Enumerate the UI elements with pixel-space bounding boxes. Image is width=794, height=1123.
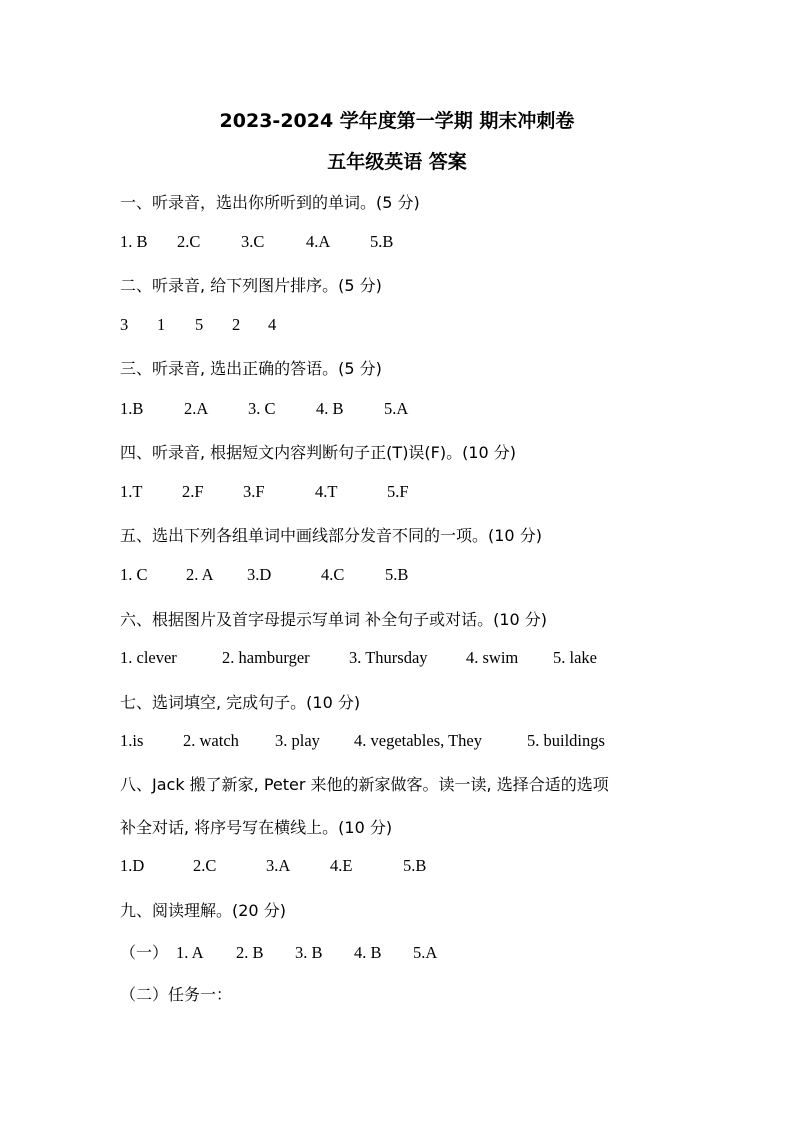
answer: 3.C	[241, 232, 265, 251]
answer: 4. vegetables, They	[354, 731, 482, 750]
answer: 5. buildings	[527, 731, 605, 750]
answer: 4.E	[330, 856, 353, 875]
answer: 1.B	[120, 399, 144, 418]
question-8: 八、Jack 搬了新家, Peter 来他的新家做客。读一读, 选择合适的选项	[120, 775, 609, 794]
answer: 5	[195, 315, 204, 334]
question-9: 九、阅读理解。(20 分)	[120, 901, 286, 920]
answers-1	[120, 232, 393, 252]
question-3: 三、听录音, 选出正确的答语。(5 分)	[120, 359, 382, 378]
sub-section-2-label: （二）任务一：	[120, 985, 233, 1004]
answers-8	[120, 856, 426, 876]
answer: 3. C	[248, 399, 276, 418]
answer: 2.A	[184, 399, 209, 418]
question-5: 五、选出下列各组单词中画线部分发音不同的一项。(10 分)	[120, 526, 542, 545]
answer: 5.F	[387, 482, 409, 501]
answer: 1	[157, 315, 166, 334]
question-8-continued: 补全对话, 将序号写在横线上。(10 分)	[120, 818, 393, 837]
answer: 2. watch	[183, 731, 239, 750]
answer: 4.C	[321, 565, 345, 584]
answer: 5.B	[370, 232, 394, 251]
question-6: 六、根据图片及首字母提示写单词 补全句子或对话。(10 分)	[120, 610, 548, 629]
answer: 1.D	[120, 856, 145, 875]
answer: 2.C	[193, 856, 217, 875]
answer: 4. B	[354, 943, 382, 962]
answers-9-part-1	[120, 940, 437, 963]
question-4: 四、听录音, 根据短文内容判断句子正(T)误(F)。(10 分)	[120, 443, 517, 462]
answers-2	[120, 315, 276, 335]
answer: 3.F	[243, 482, 265, 501]
answer: 5.A	[384, 399, 409, 418]
answer: 1.T	[120, 482, 143, 501]
answer: 2. hamburger	[222, 648, 310, 667]
answer: 5.B	[385, 565, 409, 584]
answer: 5.A	[413, 943, 438, 962]
answer: 5. lake	[553, 648, 597, 667]
answer: 4.T	[315, 482, 338, 501]
page-subtitle: 五年级英语 答案	[327, 151, 467, 173]
answer: 2. B	[236, 943, 264, 962]
answer: 1.is	[120, 731, 144, 750]
question-7: 七、选词填空, 完成句子。(10 分)	[120, 693, 361, 712]
answer: 2	[232, 315, 241, 334]
answer: 2.C	[177, 232, 201, 251]
answers-5	[120, 565, 408, 585]
answer: 1. B	[120, 232, 148, 251]
answer: 1. clever	[120, 648, 177, 667]
answer: 5.B	[403, 856, 427, 875]
answer: 4. B	[316, 399, 344, 418]
answer: 4.A	[306, 232, 331, 251]
answer: 3	[120, 315, 129, 334]
answer: 3.D	[247, 565, 272, 584]
answer: 3. B	[295, 943, 323, 962]
answer: 2.F	[182, 482, 204, 501]
answer: 1. A	[176, 943, 204, 962]
answer: 3. play	[275, 731, 320, 750]
question-1: 一、听录音，选出你所听到的单词。(5 分)	[120, 193, 420, 212]
answer: 2. A	[186, 565, 214, 584]
answer: 3. Thursday	[349, 648, 428, 667]
answers-4	[120, 482, 409, 502]
question-2: 二、听录音, 给下列图片排序。(5 分)	[120, 276, 382, 295]
sub-section-label: （一）	[120, 943, 169, 962]
answer: 4. swim	[466, 648, 519, 667]
answer: 3.A	[266, 856, 291, 875]
answers-3	[120, 399, 408, 419]
answer: 1. C	[120, 565, 148, 584]
answers-6	[120, 648, 597, 668]
answers-7	[120, 731, 605, 751]
answer: 4	[268, 315, 277, 334]
page-title: 2023-2024 学年度第一学期 期末冲刺卷	[219, 110, 575, 132]
